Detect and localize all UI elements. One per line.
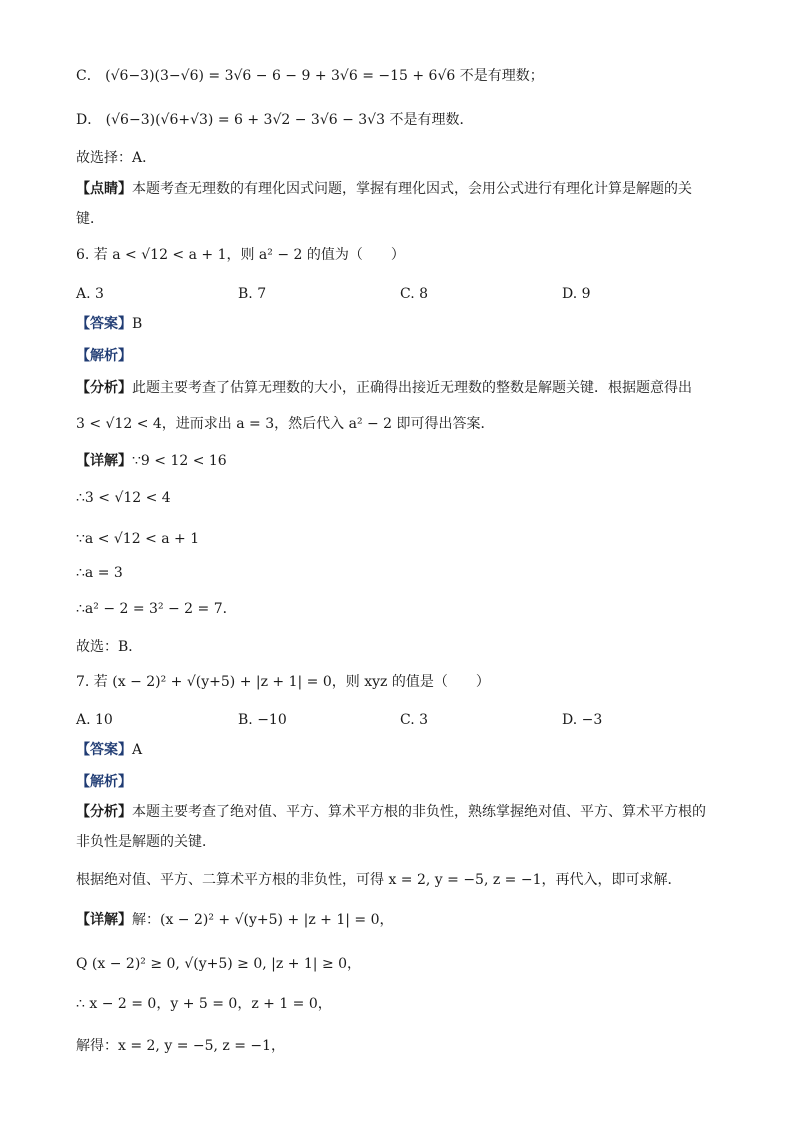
q6-fenxi-tag: 【分析】 (76, 380, 132, 396)
dianjing-tag: 【点睛】 (76, 181, 132, 197)
q7-answer-tag: 【答案】 (76, 742, 132, 758)
q6-analysis-tag: 【解析】 (76, 348, 132, 364)
dianjing-text: 本题考查无理数的有理化因式问题，掌握有理化因式，会用公式进行有理化计算是解题的关键． (76, 181, 692, 227)
q6-option-c: C. 8 (400, 286, 429, 302)
q7-detail-1-text: 解：(x − 2)² + √(y+5) + |z + 1| = 0， (132, 912, 394, 928)
q6-choose: 故选：B． (76, 639, 143, 655)
q6-fenxi-text: 此题主要考查了估算无理数的大小，正确得出接近无理数的整数是解题关键．根据题意得出 (132, 380, 692, 396)
q7-option-d: D. −3 (562, 712, 603, 728)
c-option-line: C． (√6−3)(3−√6) = 3√6 − 6 − 9 + 3√6 = −15 + 6√6 不是有理数； (76, 68, 544, 84)
q6-question: 6. 若 a < √12 < a + 1，则 a² − 2 的值为（ ） (76, 247, 405, 263)
q6-detail-1 (76, 451, 227, 471)
q7-answer-value: A (132, 742, 143, 758)
q6-detail-5: ∴a² − 2 = 3² − 2 = 7． (76, 601, 237, 617)
q7-fenxi (76, 797, 716, 857)
q6-option-a: A. 3 (76, 286, 104, 302)
choose-a-line: 故选择：A． (76, 150, 157, 166)
q6-detail-2: ∴3 < √12 < 4 (76, 490, 171, 506)
q6-option-b: B. 7 (238, 286, 267, 302)
q6-detail-1-text: ∵9 < 12 < 16 (132, 453, 227, 469)
d-option-line: D． (√6−3)(√6+√3) = 6 + 3√2 − 3√6 − 3√3 不是有理数． (76, 112, 474, 128)
q6-detail-3: ∵a < √12 < a + 1 (76, 531, 200, 547)
q7-option-b: B. −10 (238, 712, 287, 728)
q6-option-d: D. 9 (562, 286, 591, 302)
q6-detail-4: ∴a = 3 (76, 565, 123, 581)
q6-fenxi-line2: 3 < √12 < 4，进而求出 a = 3，然后代入 a² − 2 即可得出答案． (76, 416, 495, 432)
q6-detail-tag: 【详解】 (76, 453, 132, 469)
q7-fenxi-text: 本题主要考查了绝对值、平方、算术平方根的非负性，熟练掌握绝对值、平方、算术平方根的非负性是解题的关键． (76, 804, 706, 850)
q6-fenxi (76, 378, 692, 398)
q7-fenxi-tag: 【分析】 (76, 804, 132, 820)
q6-answer-tag: 【答案】 (76, 316, 132, 332)
q7-analysis-tag: 【解析】 (76, 774, 132, 790)
q7-option-c: C. 3 (400, 712, 429, 728)
q7-detail-4: 解得：x = 2, y = −5, z = −1， (76, 1038, 286, 1054)
q7-detail-3: ∴ x − 2 = 0，y + 5 = 0，z + 1 = 0， (76, 996, 332, 1012)
q7-detail-tag: 【详解】 (76, 912, 132, 928)
q7-fenxi-line2: 根据绝对值、平方、二算术平方根的非负性，可得 x = 2, y = −5, z = −1，再代入，即可求解． (76, 872, 682, 888)
q7-answer (76, 740, 142, 760)
q7-detail-2: Q (x − 2)² ≥ 0, √(y+5) ≥ 0, |z + 1| ≥ 0， (76, 956, 362, 972)
dianjing-block (76, 174, 716, 234)
q6-answer-value: B (132, 316, 143, 332)
q7-detail-1 (76, 910, 394, 930)
q7-option-a: A. 10 (76, 712, 113, 728)
q6-answer (76, 314, 142, 334)
q7-question: 7. 若 (x − 2)² + √(y+5) + |z + 1| = 0，则 xyz 的值是（ ） (76, 674, 490, 690)
